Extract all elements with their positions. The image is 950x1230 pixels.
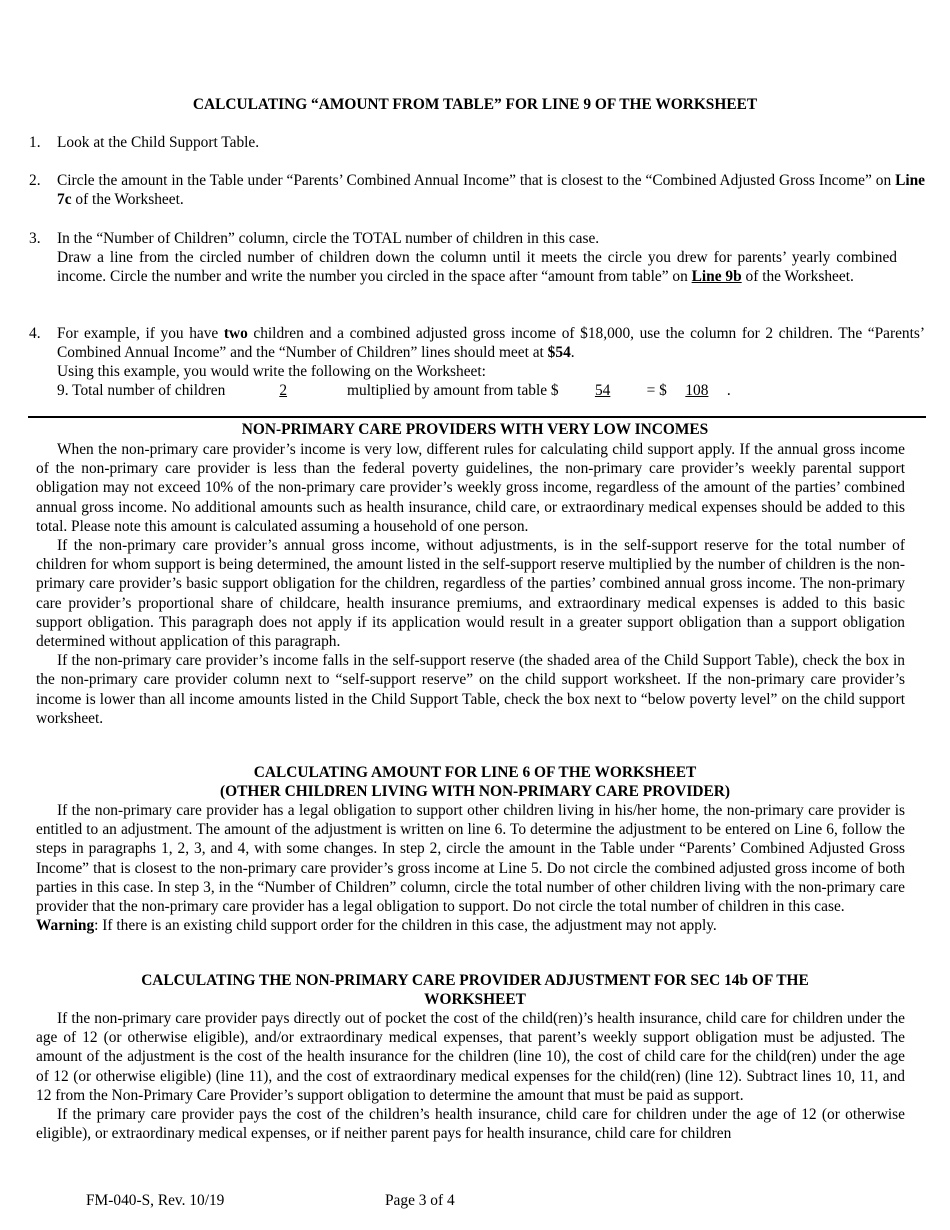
section3-title: CALCULATING AMOUNT FOR LINE 6 OF THE WORKSHEET (OTHER CHILDREN LIVING WITH NON-PRIMARY CARE PROVIDER) (220, 764, 730, 801)
item-2-number: 2. (29, 172, 41, 189)
item-1-number: 1. (29, 134, 41, 151)
section4-title: CALCULATING THE NON-PRIMARY CARE PROVIDER ADJUSTMENT FOR SEC 14b OF THE WORKSHEET (141, 972, 809, 1009)
footer-page-number: Page 3 of 4 (385, 1192, 455, 1209)
item-3-text: In the “Number of Children” column, circle the TOTAL number of children in this case. Draw a line from the circled number of children down the column until it meets the circle you drew for parents’ yearly combined income. Circle the number and write the number you circled in the space after “amount from table” on Line 9b of the Worksheet. (57, 230, 897, 286)
item-2-text: Circle the amount in the Table under “Parents’ Combined Annual Income” that is closest to the “Combined Adjusted Gross Income” on Line 7c of the Worksheet. (57, 172, 925, 209)
item-3-number: 3. (29, 230, 41, 247)
worksheet-example-line: 9. Total number of children 2 multiplied by amount from table $ 54 = $ 108 . (57, 382, 731, 399)
section2-title: NON-PRIMARY CARE PROVIDERS WITH VERY LOW INCOMES (241, 421, 709, 438)
item-1-text: Look at the Child Support Table. (57, 134, 260, 151)
example-amount-blank: 54 (594, 382, 611, 399)
section2-body: When the non-primary care provider’s income is very low, different rules for calculating child support apply. If the annual gross income of the non-primary care provider is less than the federal poverty guidelines, the non-primary care provider’s weekly parental support obligation may not exceed 10% of the non-primary care provider’s weekly gross income, regardless of the amount of the parties’ combined annual gross income. No additional amounts such as health insurance, child care, or extraordinary medical expenses should be added to this total. Please note this amount is calculated assuming a household of one person. If the non-primary care provider’s annual gross income, without adjustments, is in the self-support reserve for the total number of children for whom support is being determined, the amount listed in the self-support reserve multiplied by the number of children is the non-primary care provider’s basic support obligation for the children, regardless of the parties’ combined annual gross income. The non-primary care provider’s proportional share of childcare, health insurance premiums, and extraordinary medical expenses is added to this basic support obligation. This paragraph does not apply if its application would result in a greater support obligation than a support obligation determined without application of this paragraph. If the non-primary care provider’s income falls in the self-support reserve (the shaded area of the Child Support Table), check the box in the non-primary care provider column next to “self-support reserve” on the child support worksheet. If the non-primary care provider’s income is lower than all income amounts listed in the Child Support Table, check the box next to “below poverty level” on the child support worksheet. (36, 441, 905, 727)
item-4-number: 4. (29, 325, 41, 342)
section-divider (28, 416, 926, 418)
example-total-blank: 108 (685, 382, 709, 399)
section4-body: If the non-primary care provider pays directly out of pocket the cost of the child(ren)’s health insurance, child care for children under the age of 12 (or otherwise eligible), and/or extraordinary medical expenses, that parent’s weekly support obligation must be adjusted. The amount of the adjustment is the cost of the health insurance for the children (line 10), the cost of child care for the child(ren) under the age of 12 (or otherwise eligible) (line 11), and the cost of extraordinary medical expenses for the child(ren) (line 12). Subtract lines 10, 11, and 12 from the Non-Primary Care Provider’s support obligation to determine the amount that must be paid as support. If the primary care provider pays the cost of the children’s health insurance, child care for children under the age of 12 (or otherwise eligible), or extraordinary medical expenses, or if neither parent pays for health insurance, child care for children (36, 1010, 905, 1143)
item-4-text: For example, if you have two children and a combined adjusted gross income of $18,000, use the column for 2 children. The “Parents’ Combined Annual Income” and the “Number of Children” lines should meet at $54. Using this example, you would write the following on the Worksheet: (57, 325, 925, 381)
section1-title: CALCULATING “AMOUNT FROM TABLE” FOR LINE 9 OF THE WORKSHEET (192, 96, 758, 113)
section3-body: If the non-primary care provider has a legal obligation to support other children living in his/her home, the non-primary care provider is entitled to an adjustment. The amount of the adjustment is written on line 6. To determine the adjustment to be entered on Line 6, follow the steps in paragraphs 1, 2, 3, and 4, with some changes. In step 2, circle the amount in the Table under “Parents’ Combined Adjusted Gross Income” that is closest to the non-primary care provider’s gross income at Line 5. Do not circle the combined adjusted gross income of both parties in this case. In step 3, in the “Number of Children” column, circle the total number of other children living with the non-primary care provider that the non-primary care provider has a legal obligation to support. Do not circle the total number of children in this case. Warning: If there is an existing child support order for the children in this case, the adjustment may not apply. (36, 802, 905, 935)
example-children-blank: 2 (279, 382, 288, 399)
footer-form-number: FM-040-S, Rev. 10/19 (86, 1192, 225, 1209)
